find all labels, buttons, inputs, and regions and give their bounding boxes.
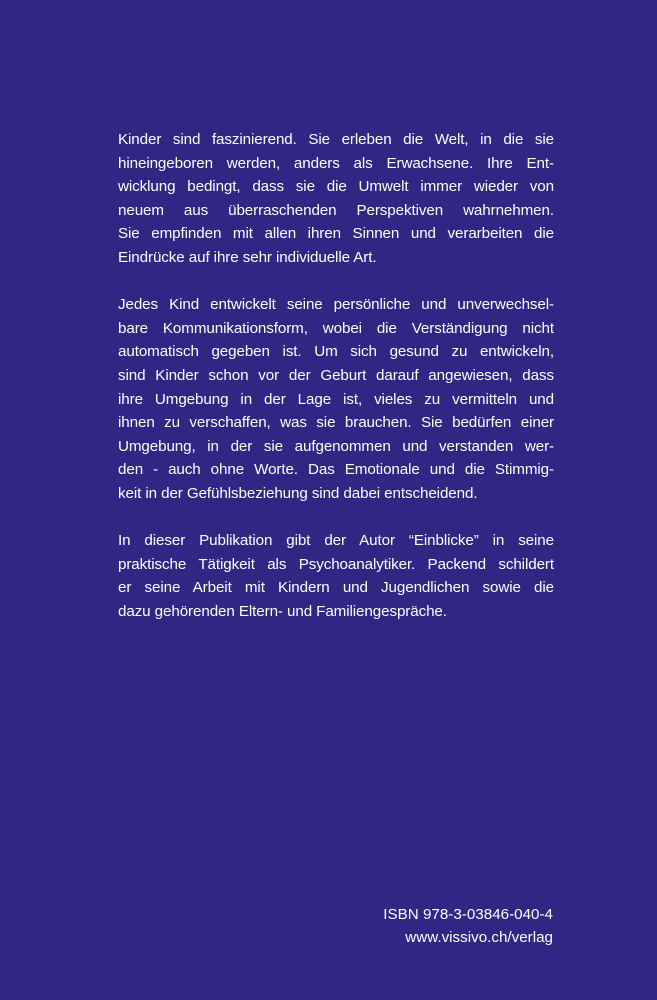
text-line: In dieser Publikation gibt der Autor “Einblicke” in seine [118, 532, 554, 550]
text-line: den - auch ohne Worte. Das Emotionale und die Stimmig- [118, 461, 554, 479]
text-line: bare Kommunikationsform, wobei die Verständigung nicht [118, 319, 554, 337]
text-line: neuem aus überraschenden Perspektiven wahrnehmen. [118, 201, 554, 219]
text-line: ihnen zu verschaffen, was sie brauchen. Sie bedürfen einer [118, 414, 554, 432]
blurb-paragraph-2 [118, 293, 554, 505]
text-line: sind Kinder schon vor der Geburt darauf angewiesen, dass [118, 366, 554, 384]
publisher-website: www.vissivo.ch/verlag [405, 929, 553, 946]
text-line: Eindrücke auf ihre sehr individuelle Art. [118, 248, 377, 266]
text-line: Umgebung, in der sie aufgenommen und verstanden wer- [118, 437, 554, 455]
imprint [383, 903, 553, 949]
text-line: automatisch gegeben ist. Um sich gesund zu entwickeln, [118, 343, 554, 361]
blurb-paragraph-3 [118, 529, 554, 623]
blurb-paragraph-1 [118, 128, 554, 270]
text-line: wicklung bedingt, dass sie die Umwelt immer wieder von [118, 178, 554, 196]
text-line: er seine Arbeit mit Kindern und Jugendlichen sowie die [118, 579, 554, 597]
text-line: hineingeboren werden, anders als Erwachsene. Ihre Ent- [118, 154, 554, 172]
blurb-text [118, 128, 554, 647]
text-line: Kinder sind faszinierend. Sie erleben die Welt, in die sie [118, 131, 554, 148]
text-line: praktische Tätigkeit als Psychoanalytiker. Packend schildert [118, 555, 554, 573]
isbn-number: ISBN 978-3-03846-040-4 [383, 906, 553, 923]
text-line: dazu gehörenden Eltern- und Familiengespräche. [118, 602, 447, 620]
text-line: keit in der Gefühlsbeziehung sind dabei entscheidend. [118, 484, 478, 502]
text-line: Sie empfinden mit allen ihren Sinnen und verarbeiten die [118, 225, 554, 243]
text-line: Jedes Kind entwickelt seine persönliche und unverwechsel- [118, 296, 554, 314]
text-line: ihre Umgebung in der Lage ist, vieles zu vermitteln und [118, 390, 554, 408]
